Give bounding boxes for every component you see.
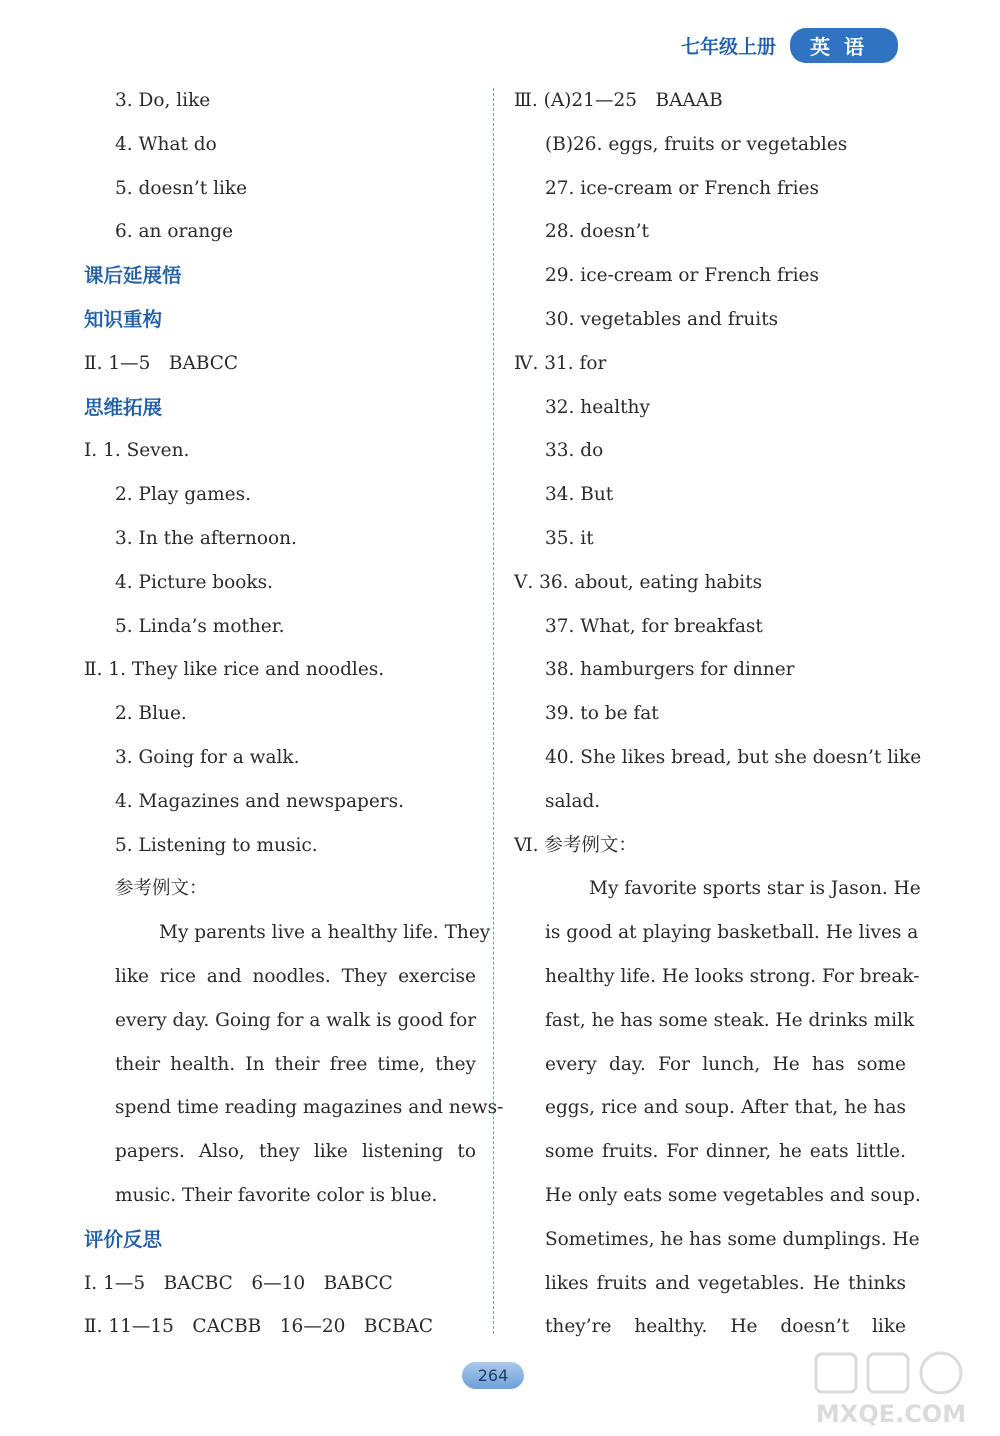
- essay-line: spend time reading magazines and news-: [115, 1097, 504, 1119]
- answer-line: Ⅰ. 1—5 BACBC 6—10 BABCC: [84, 1272, 393, 1294]
- answer-line: 4. Picture books.: [115, 571, 273, 593]
- section-heading: 课后延展悟: [84, 264, 182, 288]
- essay-line: is good at playing basketball. He lives a: [545, 922, 919, 944]
- left-column: [84, 79, 504, 1349]
- answer-line: Ⅱ. 1. They like rice and noodles.: [84, 659, 385, 681]
- essay-line: healthy life. He looks strong. For break-: [545, 965, 920, 987]
- right-column: [514, 79, 922, 1349]
- essay-line: every day. Going for a walk is good for: [115, 1009, 477, 1031]
- essay-line: My favorite sports star is Jason. He: [589, 878, 921, 900]
- answer-line: 37. What, for breakfast: [545, 615, 763, 637]
- essay-line: like rice and noodles. They exercise: [115, 965, 476, 987]
- answer-line: Ⅱ. 1—5 BABCC: [84, 352, 239, 374]
- answer-line: 2. Blue.: [115, 703, 187, 725]
- essay-line: papers. Also, they like listening to: [115, 1141, 476, 1163]
- subject-badge: 英语: [790, 28, 898, 63]
- answer-line: 3. Do, like: [115, 90, 211, 111]
- answer-line: 34. But: [545, 484, 614, 506]
- essay-line: Sometimes, he has some dumplings. He: [545, 1228, 920, 1250]
- essay-line: My parents live a healthy life. They: [159, 922, 491, 944]
- sample-essay-label: 参考例文：: [115, 878, 208, 900]
- answer-line: 27. ice-cream or French fries: [545, 177, 819, 199]
- section-heading: 评价反思: [84, 1227, 163, 1251]
- answer-line: 3. In the afternoon.: [115, 527, 297, 549]
- answer-line: 39. to be fat: [545, 703, 659, 725]
- answer-line: 40. She likes bread, but she doesn’t like: [545, 746, 922, 768]
- answer-line: Ⅴ. 36. about, eating habits: [514, 571, 763, 593]
- answer-line: 6. an orange: [115, 221, 234, 243]
- section-heading: 思维拓展: [84, 395, 163, 419]
- section-heading: 知识重构: [84, 307, 163, 331]
- answer-line: salad.: [545, 790, 601, 812]
- answer-line: Ⅲ. (A)21—25 BAAAB: [514, 90, 723, 111]
- answer-line: 30. vegetables and fruits: [545, 308, 779, 330]
- essay-line: He only eats some vegetables and soup.: [545, 1184, 921, 1206]
- answer-line: 4. What do: [115, 133, 217, 155]
- essay-line: eggs, rice and soup. After that, he has: [545, 1097, 906, 1119]
- essay-line: likes fruits and vegetables. He thinks: [545, 1272, 906, 1294]
- answer-line: 38. hamburgers for dinner: [545, 659, 795, 681]
- grade-label: 七年级上册: [680, 36, 776, 58]
- watermark-text: MXQE.COM: [815, 1400, 967, 1428]
- answer-line: 32. healthy: [545, 396, 650, 418]
- essay-line: music. Their favorite color is blue.: [115, 1184, 438, 1206]
- answer-line: 3. Going for a walk.: [115, 746, 300, 768]
- answer-line: 2. Play games.: [115, 484, 251, 506]
- answer-line: 28. doesn’t: [545, 221, 649, 243]
- answer-line: 5. doesn’t like: [115, 177, 248, 199]
- answer-line: 35. it: [545, 527, 594, 549]
- answer-line: 4. Magazines and newspapers.: [115, 790, 405, 812]
- page-number: 264: [462, 1362, 524, 1389]
- answer-line: Ⅱ. 11—15 CACBB 16—20 BCBAC: [84, 1316, 434, 1338]
- essay-line: they’re healthy. He doesn’t like: [545, 1316, 906, 1338]
- essay-line: every day. For lunch, He has some: [545, 1053, 906, 1075]
- answer-line: 5. Listening to music.: [115, 834, 318, 856]
- answer-line: Ⅰ. 1. Seven.: [84, 440, 190, 462]
- essay-line: their health. In their free time, they: [115, 1053, 476, 1075]
- answer-line: (B)26. eggs, fruits or vegetables: [545, 133, 848, 155]
- answer-line: Ⅳ. 31. for: [514, 352, 607, 374]
- answer-line: 33. do: [545, 440, 604, 462]
- answer-line: 29. ice-cream or French fries: [545, 265, 819, 287]
- essay-line: fast, he has some steak. He drinks milk: [545, 1009, 915, 1031]
- page-header: [681, 28, 898, 63]
- watermark-logo: [796, 1350, 986, 1430]
- essay-line: some fruits. For dinner, he eats little.: [545, 1141, 906, 1163]
- column-divider: [493, 88, 494, 1334]
- sample-essay-label: Ⅵ. 参考例文：: [514, 834, 637, 856]
- answer-line: 5. Linda’s mother.: [115, 615, 285, 637]
